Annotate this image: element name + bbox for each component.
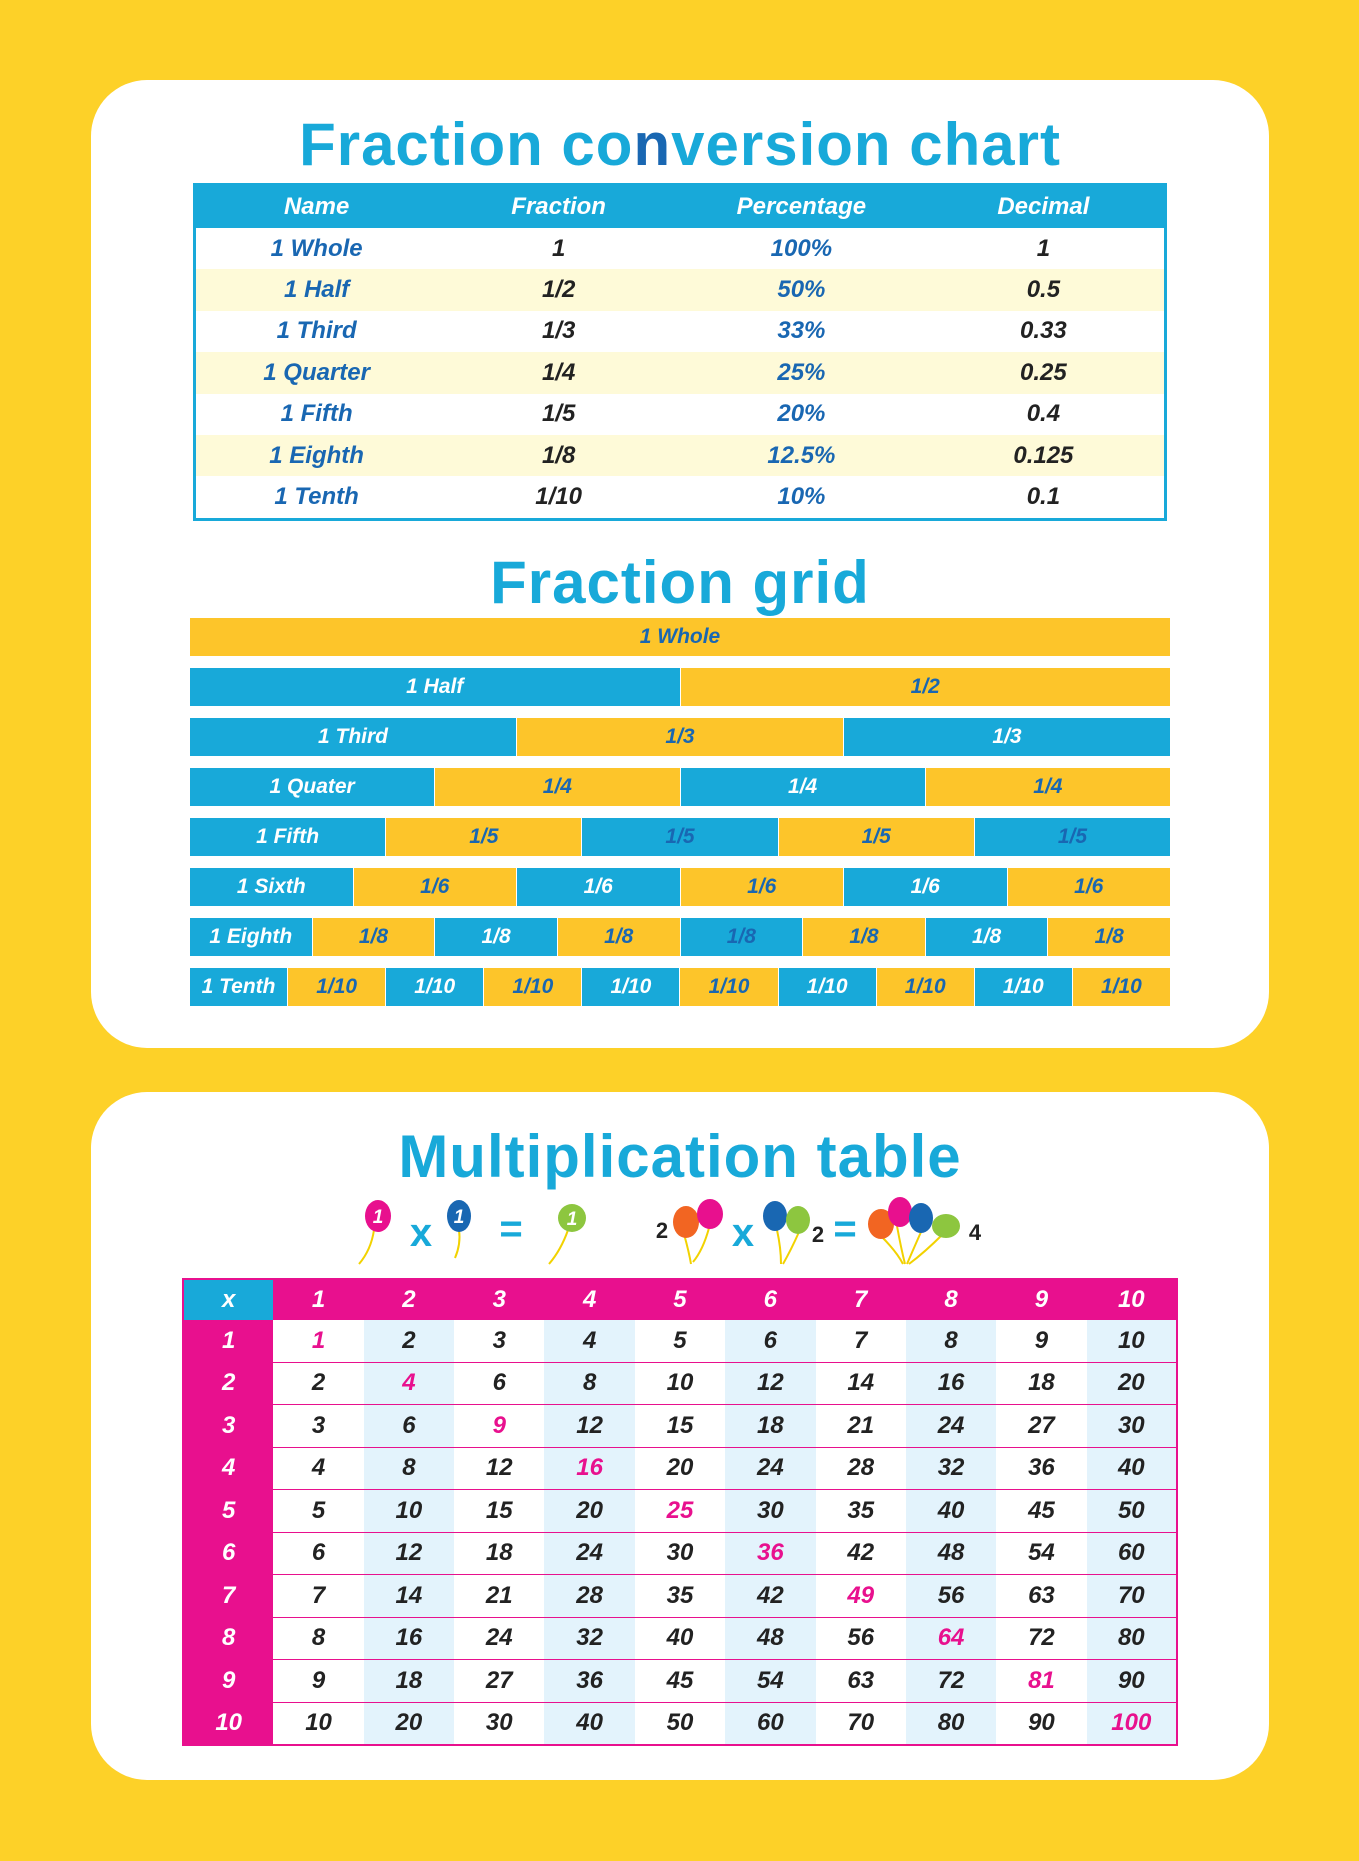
eq1-times: x: [409, 1211, 433, 1255]
conversion-row: [195, 228, 1166, 269]
grid-row: [190, 618, 1170, 656]
percentage-cell: 12.5%: [680, 435, 923, 476]
row-header: 3: [183, 1405, 273, 1448]
grid-piece: 1/8: [557, 918, 680, 956]
product-cell: 70: [816, 1702, 906, 1745]
product-cell: 48: [725, 1617, 815, 1660]
eq2-equals: =: [833, 1207, 857, 1251]
fraction-cell: 1/4: [437, 352, 680, 393]
product-cell: 60: [1087, 1532, 1177, 1575]
conversion-row: [195, 269, 1166, 310]
conversion-row: [195, 352, 1166, 393]
product-cell: 30: [725, 1490, 815, 1533]
grid-piece: 1/10: [287, 968, 385, 1006]
product-cell: 7: [816, 1320, 906, 1362]
fraction-cell: 1: [551, 234, 566, 262]
percentage-cell: 33%: [777, 317, 826, 345]
row-header: 2: [183, 1362, 273, 1405]
table-row: [183, 1660, 1177, 1703]
percentage-cell: 25%: [680, 352, 923, 393]
product-cell: 12: [725, 1362, 815, 1405]
product-cell: 7: [273, 1575, 363, 1618]
product-cell: 54: [996, 1532, 1086, 1575]
decimal-cell: 0.125: [923, 435, 1166, 476]
table-row: [183, 1617, 1177, 1660]
product-cell: 2: [273, 1362, 363, 1405]
row-header: 5: [183, 1490, 273, 1533]
product-cell: 27: [454, 1660, 544, 1703]
product-cell: 90: [1087, 1660, 1177, 1703]
conversion-header-row: [195, 185, 1166, 229]
product-cell: 35: [635, 1575, 725, 1618]
header-fraction: Fraction: [437, 185, 680, 229]
product-cell: 10: [635, 1362, 725, 1405]
product-cell: 12: [544, 1405, 634, 1448]
product-cell: 2: [364, 1320, 454, 1362]
square-cell: 16: [544, 1447, 634, 1490]
square-cell: 64: [906, 1617, 996, 1660]
product-cell: 21: [816, 1405, 906, 1448]
conversion-title-accent: n: [633, 111, 672, 178]
grid-label: 1 Quater: [190, 768, 434, 806]
square-cell: 100: [1087, 1702, 1177, 1745]
percentage-cell: 100%: [770, 234, 833, 262]
grid-piece: 1/6: [516, 868, 680, 906]
eq2-b: 2: [811, 1222, 825, 1247]
product-cell: 4: [544, 1320, 634, 1362]
name-cell: 1 Eighth: [195, 435, 438, 476]
eq1-equals: =: [499, 1207, 523, 1251]
grid-label: 1 Half: [190, 668, 680, 706]
table-row: [183, 1447, 1177, 1490]
decimal-cell: 0.25: [923, 352, 1166, 393]
table-row: [183, 1575, 1177, 1618]
eq2-result: 4: [968, 1220, 982, 1245]
product-cell: 8: [906, 1320, 996, 1362]
product-cell: 16: [364, 1617, 454, 1660]
multiplication-card: [91, 1092, 1269, 1780]
product-cell: 24: [454, 1617, 544, 1660]
balloon-equation-2: [656, 1197, 982, 1264]
column-header: 10: [1087, 1279, 1177, 1320]
header-decimal: Decimal: [923, 185, 1166, 229]
conversion-row: [195, 311, 1166, 352]
grid-piece: 1/5: [778, 818, 974, 856]
product-cell: 48: [906, 1532, 996, 1575]
grid-piece: 1/5: [974, 818, 1170, 856]
multiplication-table: [182, 1278, 1178, 1746]
grid-piece: 1/6: [843, 868, 1007, 906]
column-header: 4: [544, 1279, 634, 1320]
product-cell: 45: [996, 1490, 1086, 1533]
blue-balloon-icon-2: [763, 1201, 787, 1231]
product-cell: 63: [996, 1575, 1086, 1618]
product-cell: 18: [454, 1532, 544, 1575]
product-cell: 72: [906, 1660, 996, 1703]
grid-piece: 1/10: [876, 968, 974, 1006]
row-header: 9: [183, 1660, 273, 1703]
product-cell: 80: [1087, 1617, 1177, 1660]
name-cell: 1 Tenth: [274, 483, 359, 511]
table-row: [183, 1702, 1177, 1745]
product-cell: 42: [816, 1532, 906, 1575]
column-header: 5: [635, 1279, 725, 1320]
orange-balloon-icon: [673, 1206, 699, 1238]
table-row: [183, 1405, 1177, 1448]
conversion-title: [91, 110, 1269, 179]
product-cell: 12: [364, 1532, 454, 1575]
square-cell: 49: [816, 1575, 906, 1618]
conversion-table: [193, 183, 1167, 521]
grid-piece: 1/10: [385, 968, 483, 1006]
square-cell: 25: [635, 1490, 725, 1533]
product-cell: 21: [454, 1575, 544, 1618]
grid-row: [190, 968, 1170, 1006]
grid-row: [190, 768, 1170, 806]
eq1-balloon-b: 1: [453, 1207, 465, 1228]
product-cell: 9: [273, 1660, 363, 1703]
product-cell: 18: [725, 1405, 815, 1448]
multiplication-body: [183, 1320, 1177, 1745]
product-cell: 4: [273, 1447, 363, 1490]
grid-piece: 1/10: [1072, 968, 1170, 1006]
conversion-title-part1: Fraction co: [299, 111, 634, 178]
pink-balloon-icon-2: [697, 1199, 723, 1229]
product-cell: 14: [364, 1575, 454, 1618]
product-cell: 24: [544, 1532, 634, 1575]
product-cell: 30: [635, 1532, 725, 1575]
row-header: 8: [183, 1617, 273, 1660]
header-percentage: Percentage: [680, 185, 923, 229]
grid-row: [190, 668, 1170, 706]
name-cell: 1 Third: [276, 317, 357, 345]
grid-piece: 1/10: [483, 968, 581, 1006]
grid-piece: 1/6: [680, 868, 844, 906]
balloon-equation-1: [359, 1200, 586, 1264]
column-header: 7: [816, 1279, 906, 1320]
product-cell: 28: [816, 1447, 906, 1490]
balloon-equations: [91, 1192, 1269, 1272]
grid-piece: 1/10: [778, 968, 876, 1006]
row-header: 10: [183, 1702, 273, 1745]
name-cell: 1 Quarter: [195, 352, 438, 393]
product-cell: 8: [364, 1447, 454, 1490]
eq1-balloon-a: 1: [372, 1207, 384, 1228]
conversion-body: [195, 228, 1166, 519]
product-cell: 9: [996, 1320, 1086, 1362]
product-cell: 12: [454, 1447, 544, 1490]
column-header: 8: [906, 1279, 996, 1320]
square-cell: 81: [996, 1660, 1086, 1703]
percentage-cell: 10%: [777, 483, 826, 511]
product-cell: 63: [816, 1660, 906, 1703]
product-cell: 8: [273, 1617, 363, 1660]
grid-piece: 1/4: [434, 768, 679, 806]
fraction-cell: 1/10: [535, 483, 582, 511]
product-cell: 14: [816, 1362, 906, 1405]
grid-piece: 1/6: [353, 868, 517, 906]
product-cell: 3: [454, 1320, 544, 1362]
grid-piece: 1/8: [925, 918, 1048, 956]
product-cell: 36: [544, 1660, 634, 1703]
product-cell: 24: [725, 1447, 815, 1490]
grid-piece: 1/8: [312, 918, 435, 956]
grid-row: [190, 918, 1170, 956]
product-cell: 30: [1087, 1405, 1177, 1448]
grid-piece: 1/5: [385, 818, 581, 856]
row-header: 4: [183, 1447, 273, 1490]
grid-piece: 1/4: [680, 768, 925, 806]
product-cell: 10: [273, 1702, 363, 1745]
eq2-times: x: [731, 1211, 755, 1255]
decimal-cell: 0.1: [1026, 483, 1061, 511]
grid-piece: 1/10: [974, 968, 1072, 1006]
product-cell: 40: [544, 1702, 634, 1745]
conversion-title-part2: version chart: [671, 111, 1061, 178]
row-header: 7: [183, 1575, 273, 1618]
grid-label: 1 Fifth: [190, 818, 385, 856]
table-row: [183, 1362, 1177, 1405]
product-cell: 15: [454, 1490, 544, 1533]
name-cell: 1 Fifth: [280, 400, 353, 428]
grid-piece: 1/8: [1047, 918, 1170, 956]
grid-label: 1 Whole: [190, 618, 1170, 656]
product-cell: 40: [1087, 1447, 1177, 1490]
product-cell: 50: [1087, 1490, 1177, 1533]
balloon-bunch-icon: [932, 1214, 960, 1238]
product-cell: 10: [364, 1490, 454, 1533]
decimal-cell: 0.33: [1020, 317, 1067, 345]
grid-piece: 1/8: [680, 918, 803, 956]
multiplication-header-row: [183, 1279, 1177, 1320]
product-cell: 20: [544, 1490, 634, 1533]
column-header: 9: [996, 1279, 1086, 1320]
product-cell: 32: [906, 1447, 996, 1490]
product-cell: 10: [1087, 1320, 1177, 1362]
row-header: 1: [183, 1320, 273, 1362]
fraction-cell: 1/5: [541, 400, 576, 428]
product-cell: 20: [364, 1702, 454, 1745]
fraction-grid: [190, 618, 1170, 1018]
product-cell: 18: [996, 1362, 1086, 1405]
row-header: 6: [183, 1532, 273, 1575]
product-cell: 6: [364, 1405, 454, 1448]
product-cell: 24: [906, 1405, 996, 1448]
product-cell: 20: [635, 1447, 725, 1490]
product-cell: 40: [906, 1490, 996, 1533]
square-cell: 1: [273, 1320, 363, 1362]
decimal-cell: 0.5: [923, 269, 1166, 310]
product-cell: 16: [906, 1362, 996, 1405]
percentage-cell: 50%: [680, 269, 923, 310]
product-cell: 30: [454, 1702, 544, 1745]
square-cell: 4: [364, 1362, 454, 1405]
product-cell: 60: [725, 1702, 815, 1745]
table-row: [183, 1320, 1177, 1362]
product-cell: 50: [635, 1702, 725, 1745]
name-cell: 1 Half: [195, 269, 438, 310]
table-row: [183, 1490, 1177, 1533]
grid-piece: 1/8: [434, 918, 557, 956]
grid-piece: 1/3: [843, 718, 1170, 756]
fraction-cell: 1/2: [437, 269, 680, 310]
multiplication-title: Multiplication table: [398, 1123, 962, 1190]
product-cell: 56: [816, 1617, 906, 1660]
product-cell: 35: [816, 1490, 906, 1533]
product-cell: 5: [635, 1320, 725, 1362]
grid-piece: 1/10: [679, 968, 777, 1006]
grid-piece: 1/3: [516, 718, 843, 756]
product-cell: 18: [364, 1660, 454, 1703]
grid-piece: 1/4: [925, 768, 1170, 806]
product-cell: 45: [635, 1660, 725, 1703]
product-cell: 80: [906, 1702, 996, 1745]
column-header: 1: [273, 1279, 363, 1320]
fraction-cell: 1/8: [437, 435, 680, 476]
product-cell: 27: [996, 1405, 1086, 1448]
grid-row: [190, 718, 1170, 756]
grid-piece: 1/2: [680, 668, 1171, 706]
grid-piece: 1/8: [802, 918, 925, 956]
product-cell: 40: [635, 1617, 725, 1660]
name-cell: 1 Whole: [270, 234, 363, 262]
table-row: [183, 1532, 1177, 1575]
eq2-a: 2: [655, 1218, 669, 1243]
product-cell: 6: [273, 1532, 363, 1575]
product-cell: 70: [1087, 1575, 1177, 1618]
grid-row: [190, 868, 1170, 906]
square-cell: 9: [454, 1405, 544, 1448]
percentage-cell: 20%: [777, 400, 826, 428]
product-cell: 54: [725, 1660, 815, 1703]
product-cell: 8: [544, 1362, 634, 1405]
fraction-card: [91, 80, 1269, 1048]
product-cell: 90: [996, 1702, 1086, 1745]
product-cell: 32: [544, 1617, 634, 1660]
product-cell: 72: [996, 1617, 1086, 1660]
product-cell: 20: [1087, 1362, 1177, 1405]
product-cell: 3: [273, 1405, 363, 1448]
conversion-row: [195, 394, 1166, 435]
grid-title: Fraction grid: [490, 549, 870, 616]
product-cell: 15: [635, 1405, 725, 1448]
header-name: Name: [195, 185, 438, 229]
column-header: 6: [725, 1279, 815, 1320]
product-cell: 36: [996, 1447, 1086, 1490]
product-cell: 6: [725, 1320, 815, 1362]
grid-label: 1 Eighth: [190, 918, 312, 956]
multiplication-corner: x: [183, 1279, 273, 1320]
product-cell: 6: [454, 1362, 544, 1405]
grid-piece: 1/5: [581, 818, 777, 856]
fraction-cell: 1/3: [541, 317, 576, 345]
product-cell: 42: [725, 1575, 815, 1618]
decimal-cell: 0.4: [1026, 400, 1061, 428]
square-cell: 36: [725, 1532, 815, 1575]
grid-label: 1 Third: [190, 718, 516, 756]
conversion-row: [195, 435, 1166, 476]
eq1-balloon-result: 1: [566, 1209, 578, 1230]
decimal-cell: 1: [1036, 234, 1051, 262]
column-header: 3: [454, 1279, 544, 1320]
conversion-row: [195, 476, 1166, 519]
green-balloon-icon-2: [786, 1206, 810, 1234]
product-cell: 56: [906, 1575, 996, 1618]
product-cell: 28: [544, 1575, 634, 1618]
grid-label: 1 Sixth: [190, 868, 353, 906]
column-header: 2: [364, 1279, 454, 1320]
grid-piece: 1/10: [581, 968, 679, 1006]
grid-row: [190, 818, 1170, 856]
product-cell: 5: [273, 1490, 363, 1533]
grid-label: 1 Tenth: [190, 968, 287, 1006]
grid-piece: 1/6: [1007, 868, 1171, 906]
